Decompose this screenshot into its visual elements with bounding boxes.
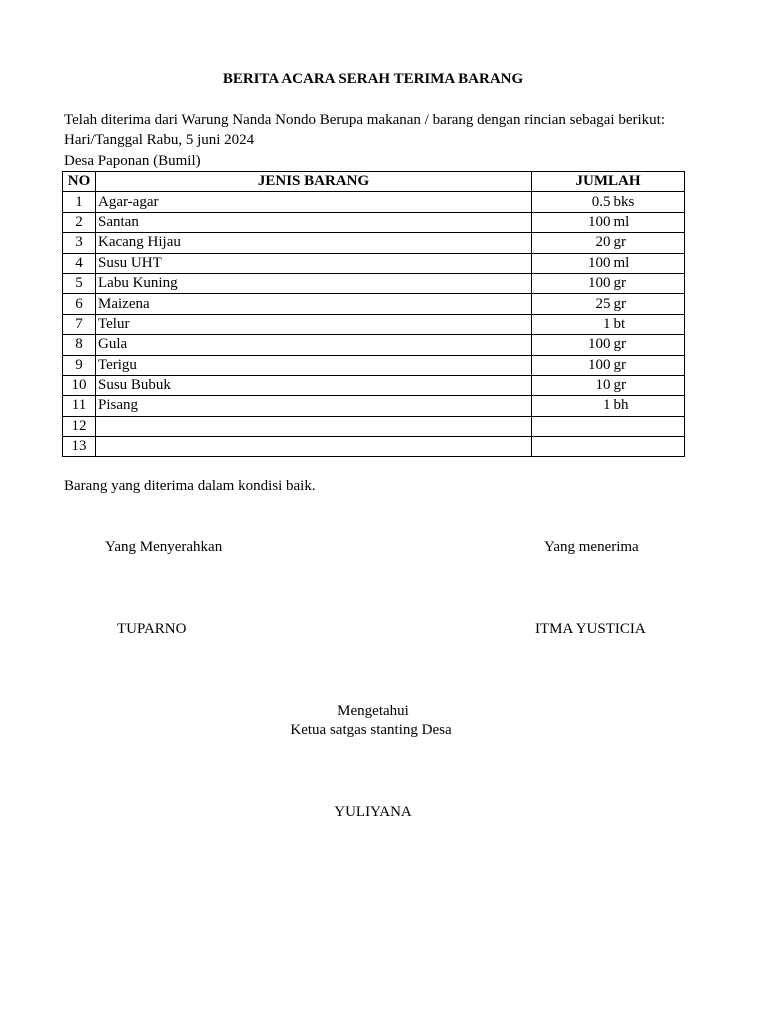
table-row bbox=[63, 212, 685, 232]
item-name: Gula bbox=[96, 335, 532, 355]
row-number: 12 bbox=[63, 416, 96, 436]
row-number: 10 bbox=[63, 375, 96, 395]
head-title: Ketua satgas stanting Desa bbox=[290, 722, 452, 738]
item-quantity bbox=[532, 335, 685, 355]
item-name: Pisang bbox=[96, 396, 532, 416]
quantity-value: 100 bbox=[588, 254, 611, 271]
item-quantity bbox=[532, 294, 685, 314]
table-row bbox=[63, 355, 685, 375]
location-line: Desa Paponan (Bumil) bbox=[64, 153, 201, 169]
intro-text: Telah diterima dari Warung Nanda Nondo Berupa makanan / barang dengan rincian sebagai berikut: bbox=[64, 112, 665, 128]
quantity-unit: gr bbox=[613, 234, 626, 251]
item-name: Telur bbox=[96, 314, 532, 334]
quantity-value: 10 bbox=[595, 377, 611, 394]
table-row bbox=[63, 294, 685, 314]
row-number: 6 bbox=[63, 294, 96, 314]
table-row bbox=[63, 437, 685, 457]
row-number: 1 bbox=[63, 192, 96, 212]
quantity-unit: gr bbox=[613, 336, 626, 353]
item-name: Terigu bbox=[96, 355, 532, 375]
row-number: 2 bbox=[63, 212, 96, 232]
item-name bbox=[96, 437, 532, 457]
quantity-unit: ml bbox=[613, 254, 630, 271]
item-quantity bbox=[532, 375, 685, 395]
item-quantity bbox=[532, 233, 685, 253]
item-name: Santan bbox=[96, 212, 532, 232]
table-row bbox=[63, 416, 685, 436]
receiver-name: ITMA YUSTICIA bbox=[535, 621, 646, 637]
receiver-label: Yang menerima bbox=[544, 539, 639, 555]
table-row bbox=[63, 314, 685, 334]
item-quantity bbox=[532, 192, 685, 212]
table-row bbox=[63, 253, 685, 273]
quantity-value: 1 bbox=[603, 315, 611, 332]
quantity-unit: bks bbox=[613, 193, 635, 210]
quantity-value: 25 bbox=[595, 295, 611, 312]
item-name: Labu Kuning bbox=[96, 273, 532, 293]
item-quantity bbox=[532, 396, 685, 416]
items-table bbox=[62, 171, 685, 457]
quantity-unit: gr bbox=[613, 295, 626, 312]
table-row bbox=[63, 192, 685, 212]
table-row bbox=[63, 375, 685, 395]
table-row bbox=[63, 335, 685, 355]
condition-note: Barang yang diterima dalam kondisi baik. bbox=[64, 478, 316, 494]
giver-label: Yang Menyerahkan bbox=[105, 539, 223, 555]
table-row bbox=[63, 233, 685, 253]
header-no: NO bbox=[63, 172, 96, 192]
row-number: 7 bbox=[63, 314, 96, 334]
document-title: BERITA ACARA SERAH TERIMA BARANG bbox=[222, 71, 524, 87]
quantity-value: 100 bbox=[588, 336, 611, 353]
item-name: Maizena bbox=[96, 294, 532, 314]
table-header-row bbox=[63, 172, 685, 192]
row-number: 4 bbox=[63, 253, 96, 273]
quantity-value: 100 bbox=[588, 356, 611, 373]
quantity-value: 20 bbox=[595, 234, 611, 251]
item-quantity bbox=[532, 273, 685, 293]
header-item: JENIS BARANG bbox=[96, 172, 532, 192]
item-name: Susu UHT bbox=[96, 253, 532, 273]
item-quantity bbox=[532, 416, 685, 436]
table-row bbox=[63, 396, 685, 416]
quantity-value: 0.5 bbox=[591, 193, 611, 210]
row-number: 5 bbox=[63, 273, 96, 293]
item-name bbox=[96, 416, 532, 436]
item-quantity bbox=[532, 437, 685, 457]
head-name: YULIYANA bbox=[334, 804, 412, 820]
quantity-unit: gr bbox=[613, 356, 626, 373]
row-number: 9 bbox=[63, 355, 96, 375]
date-line: Hari/Tanggal Rabu, 5 juni 2024 bbox=[64, 132, 255, 148]
giver-name: TUPARNO bbox=[117, 621, 187, 637]
row-number: 8 bbox=[63, 335, 96, 355]
item-name: Kacang Hijau bbox=[96, 233, 532, 253]
item-quantity bbox=[532, 355, 685, 375]
item-quantity bbox=[532, 253, 685, 273]
quantity-unit: gr bbox=[613, 377, 626, 394]
item-name: Agar-agar bbox=[96, 192, 532, 212]
quantity-unit: bt bbox=[613, 315, 626, 332]
quantity-unit: ml bbox=[613, 213, 630, 230]
item-quantity bbox=[532, 212, 685, 232]
quantity-value: 100 bbox=[588, 213, 611, 230]
row-number: 11 bbox=[63, 396, 96, 416]
table-row bbox=[63, 273, 685, 293]
quantity-value: 1 bbox=[603, 397, 611, 414]
acknowledge-label: Mengetahui bbox=[337, 703, 409, 719]
quantity-unit: gr bbox=[613, 275, 626, 292]
item-name: Susu Bubuk bbox=[96, 375, 532, 395]
header-qty: JUMLAH bbox=[532, 172, 685, 192]
row-number: 3 bbox=[63, 233, 96, 253]
quantity-value: 100 bbox=[588, 275, 611, 292]
item-quantity bbox=[532, 314, 685, 334]
quantity-unit: bh bbox=[613, 397, 629, 414]
row-number: 13 bbox=[63, 437, 96, 457]
